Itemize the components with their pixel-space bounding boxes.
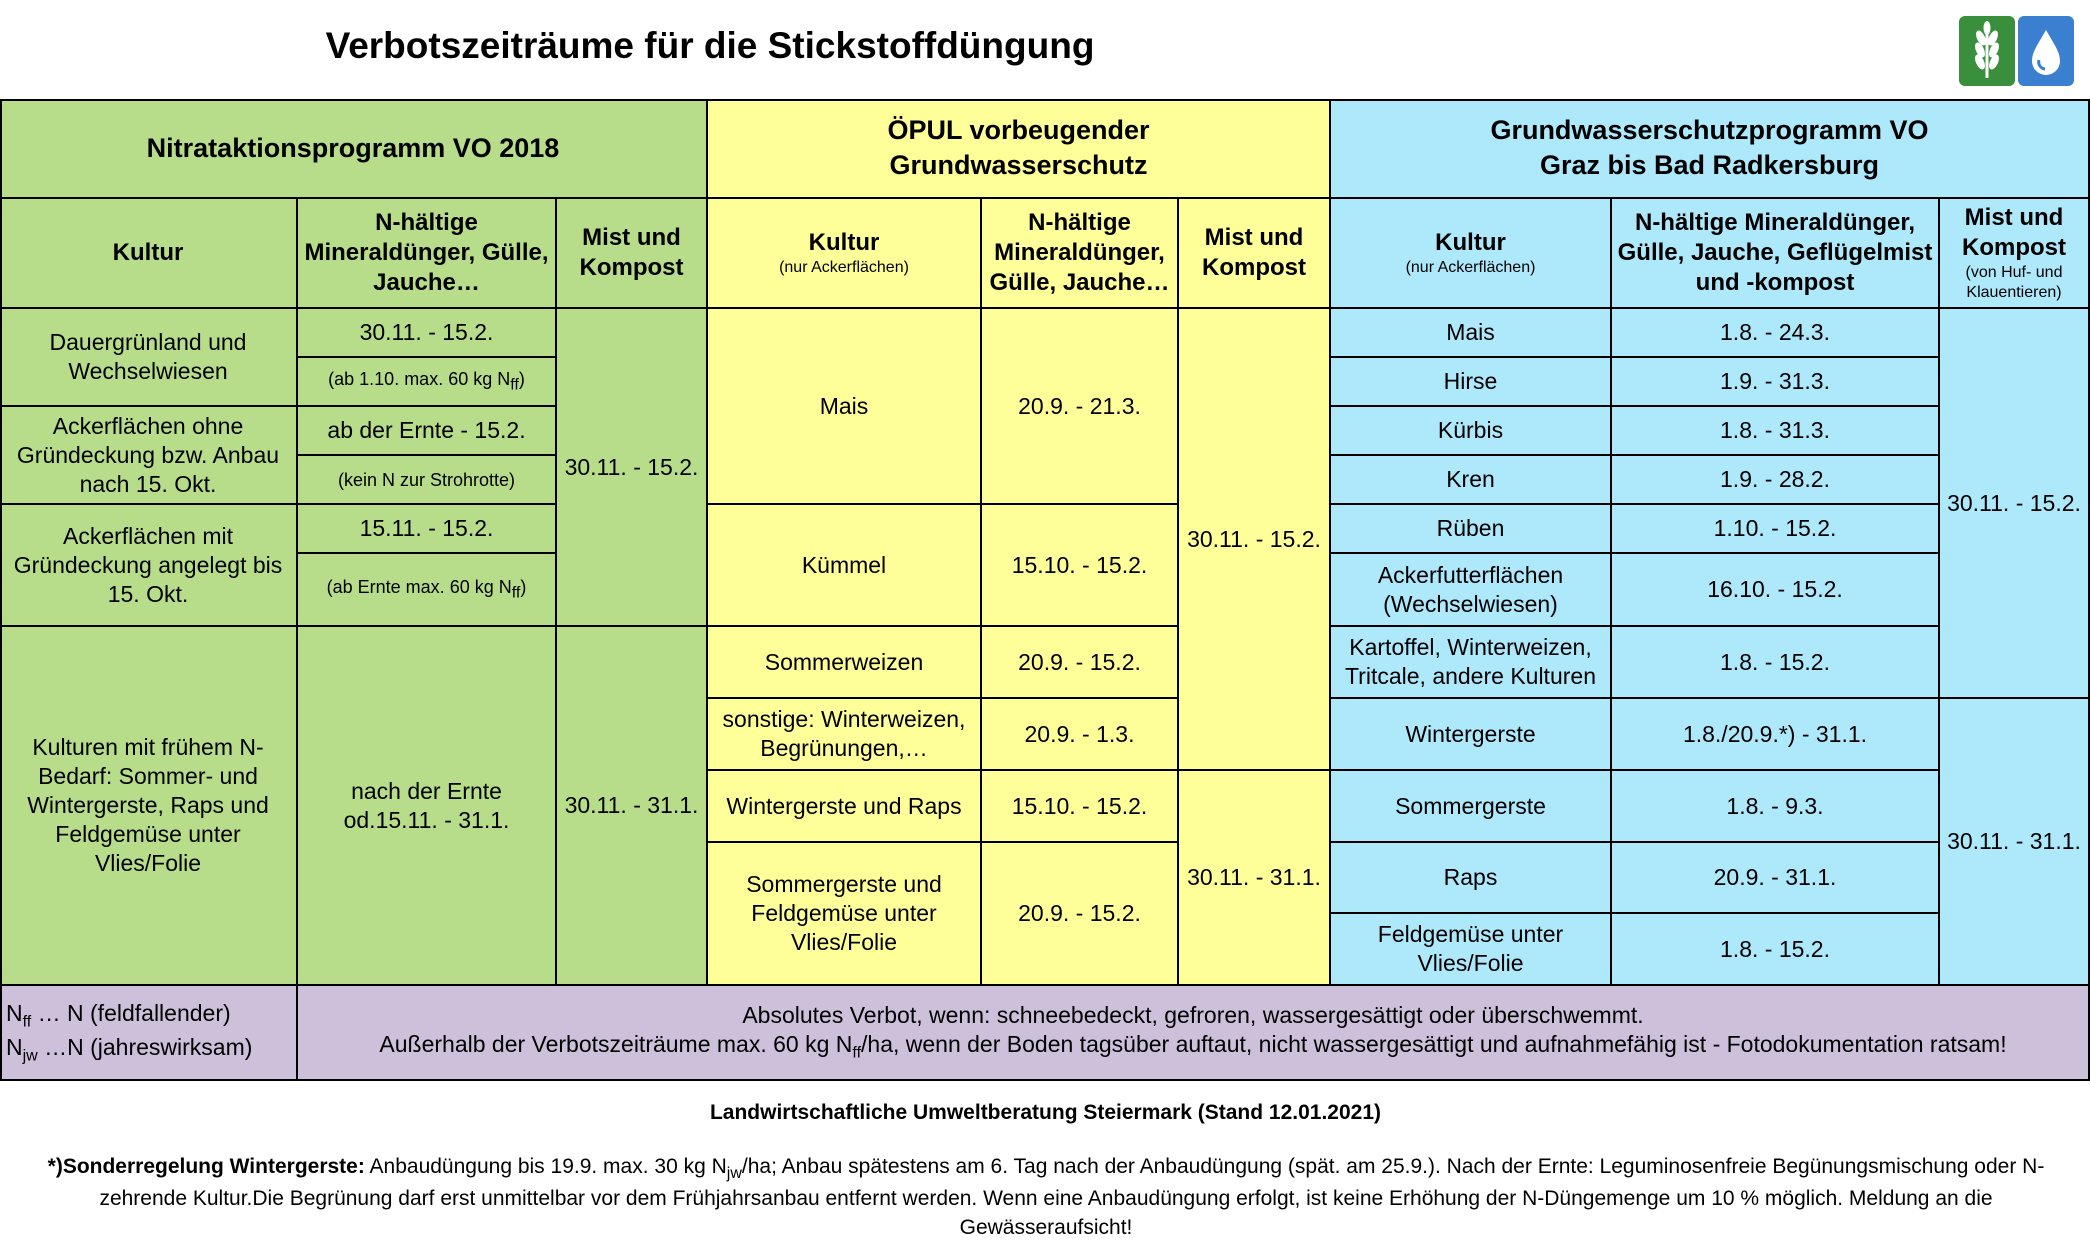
rule-absolute: Absolutes Verbot, wenn: schneebedeckt, gefroren, wassergesättigt oder überschwemmt. [742,1002,1644,1029]
gw-kultur-3: Kürbis [1331,407,1612,456]
header-kultur: Kultur [0,199,298,309]
nitrat-kultur-3: Ackerflächen mit Gründeckung angelegt bis 15. Okt. [0,505,298,627]
note-text-end: ) [518,368,525,389]
gw-n-10: 20.9. - 31.1. [1612,843,1940,914]
footnote-text-end: /ha; Anbau spätestens am 6. Tag nach der Anbaudüngung (spät. am 25.9.). Nach der Ernte: Leguminosenfreie Begünungsmischung oder N-zehrende Kultur.Die Begrünung darf erst unmittelbar vor dem Frühjahrsanbau entfernt werden. Wenn eine Anbaudüngung erfolgt, ist keine Erhöhung der N-Düngemenge um 10 % möglich. Meldung an die Gewässeraufsicht! [99,1155,2045,1240]
section-gw-line1: Grundwasserschutzprogramm VO [1490,115,1929,145]
header-kultur-gw [1331,199,1612,309]
oepul-kultur-1: Mais [708,309,982,505]
legend-n: N [6,999,23,1026]
header-n-haltig-oepul: N-hältige Mineraldünger, Gülle, Jauche… [982,199,1179,309]
section-oepul-line2: Grundwasserschutz [889,150,1148,180]
oepul-n-3: 20.9. - 15.2. [982,627,1179,699]
rule-outside [379,1030,2006,1064]
section-oepul-line1: ÖPUL vorbeugender [887,115,1150,145]
legend-njw [6,1033,252,1067]
oepul-n-6: 20.9. - 15.2. [982,843,1179,986]
oepul-kultur-3: Sommerweizen [708,627,982,699]
nitrat-n-3: 15.11. - 15.2. [298,505,557,554]
oepul-n-2: 15.10. - 15.2. [982,505,1179,627]
gw-n-2: 1.9. - 31.3. [1612,358,1940,407]
header-n-haltig-gw: N-hältige Mineraldünger, Gülle, Jauche, Geflügelmist und -kompost [1612,199,1940,309]
oepul-mist-2: 30.11. - 31.1. [1179,771,1331,986]
nitrat-n-4: nach der Ernte od.15.11. - 31.1. [298,627,557,986]
legend-text: … N (feldfallender) [31,999,231,1026]
section-gw [1331,99,2090,199]
footnote-text: Anbaudüngung bis 19.9. max. 30 kg N [364,1155,727,1178]
oepul-kultur-4: sonstige: Winterweizen, Begrünungen,… [708,699,982,771]
header-mist-label: Mist und Kompost [1962,204,2066,261]
gw-n-3: 1.8. - 31.3. [1612,407,1940,456]
header-mist: Mist und Kompost [557,199,708,309]
nitrat-n-3-note [298,554,557,627]
gw-n-5: 1.10. - 15.2. [1612,505,1940,554]
nitrat-mist-2: 30.11. - 31.1. [557,627,708,986]
header-kultur-label: Kultur [808,229,880,256]
legend-sub: jw [22,1047,38,1065]
gw-n-6: 16.10. - 15.2. [1612,554,1940,627]
gw-mist-1: 30.11. - 15.2. [1940,309,2090,699]
oepul-kultur-5: Wintergerste und Raps [708,771,982,843]
nitrat-kultur-2: Ackerflächen ohne Gründeckung bzw. Anbau nach 15. Okt. [0,407,298,505]
gw-n-9: 1.8. - 9.3. [1612,771,1940,843]
section-nitrat: Nitrataktionsprogramm VO 2018 [0,99,708,199]
water-drop-icon [2018,16,2074,86]
header-mist-note: (von Huf- und Klauentieren) [1965,264,2063,301]
nitrat-n-2: ab der Ernte - 15.2. [298,407,557,456]
nitrat-n-2-note: (kein N zur Strohrotte) [298,456,557,505]
oepul-kultur-6: Sommergerste und Feldgemüse unter Vlies/Folie [708,843,982,986]
header-mist-gw [1940,199,2090,309]
legend-rules [298,986,2090,1081]
nitrat-n-1: 30.11. - 15.2. [298,309,557,358]
gw-kultur-11: Feldgemüse unter Vlies/Folie [1331,914,1612,986]
header-kultur-oepul [708,199,982,309]
note-text: (ab Ernte max. 60 kg N [326,576,512,597]
legend-n: N [6,1033,23,1060]
gw-kultur-2: Hirse [1331,358,1612,407]
oepul-kultur-2: Kümmel [708,505,982,627]
nitrat-mist-1: 30.11. - 15.2. [557,309,708,627]
header-kultur-label: Kultur [1435,229,1506,256]
gw-kultur-6: Ackerfutterflächen (Wechselwiesen) [1331,554,1612,627]
nitrat-kultur-4: Kulturen mit frühem N-Bedarf: Sommer- und Wintergerste, Raps und Feldgemüse unter Vlies/Folie [0,627,298,986]
gw-n-1: 1.8. - 24.3. [1612,309,1940,358]
header-mist-oepul: Mist und Kompost [1179,199,1331,309]
gw-kultur-1: Mais [1331,309,1612,358]
gw-kultur-10: Raps [1331,843,1612,914]
header-kultur-note: (nur Ackerflächen) [779,259,909,276]
rule-text-end: /ha, wenn der Boden tagsüber auftaut, nicht wassergesättigt und aufnahmefähig ist - Fotodokumentation ratsam! [861,1031,2007,1058]
legend-sub: ff [22,1013,32,1031]
oepul-mist-1: 30.11. - 15.2. [1179,309,1331,771]
gw-kultur-4: Kren [1331,456,1612,505]
note-sub: ff [510,376,519,394]
legend-abbrev [0,986,298,1081]
rule-sub: ff [852,1044,862,1062]
oepul-n-1: 20.9. - 21.3. [982,309,1179,505]
oepul-n-5: 15.10. - 15.2. [982,771,1179,843]
rule-text: Außerhalb der Verbotszeiträume max. 60 kg N [379,1031,853,1058]
section-oepul [708,99,1331,199]
section-gw-line2: Graz bis Bad Radkersburg [1539,150,1880,180]
note-sub: ff [511,584,521,602]
rules-table [0,99,2090,1081]
legend-text: …N (jahreswirksam) [37,1033,253,1060]
note-text-end: ) [520,576,527,597]
legend-nff [6,999,231,1033]
nitrat-n-1-note [298,358,557,407]
oepul-n-4: 20.9. - 1.3. [982,699,1179,771]
gw-n-4: 1.9. - 28.2. [1612,456,1940,505]
gw-n-8: 1.8./20.9.*) - 31.1. [1612,699,1940,771]
gw-n-7: 1.8. - 15.2. [1612,627,1940,699]
page-title: Verbotszeiträume für die Stickstoffdüngung [325,25,1095,66]
source-line: Landwirtschaftliche Umweltberatung Steiermark (Stand 12.01.2021) [709,1101,1382,1124]
nitrat-kultur-1: Dauergrünland und Wechselwiesen [0,309,298,407]
footnote-sub: jw [726,1165,742,1183]
footnote-label: *)Sonderregelung Wintergerste: [47,1155,365,1178]
wheat-icon [1959,16,2015,86]
gw-n-11: 1.8. - 15.2. [1612,914,1940,986]
gw-kultur-5: Rüben [1331,505,1612,554]
note-text: (ab 1.10. max. 60 kg N [328,368,511,389]
header-n-haltig: N-hältige Mineraldünger, Gülle, Jauche… [298,199,557,309]
gw-kultur-7: Kartoffel, Winterweizen, Tritcale, andere Kulturen [1331,627,1612,699]
gw-mist-2: 30.11. - 31.1. [1940,699,2090,986]
gw-kultur-8: Wintergerste [1331,699,1612,771]
gw-kultur-9: Sommergerste [1331,771,1612,843]
header-kultur-note: (nur Ackerflächen) [1405,259,1536,276]
footnote [16,1152,2076,1242]
